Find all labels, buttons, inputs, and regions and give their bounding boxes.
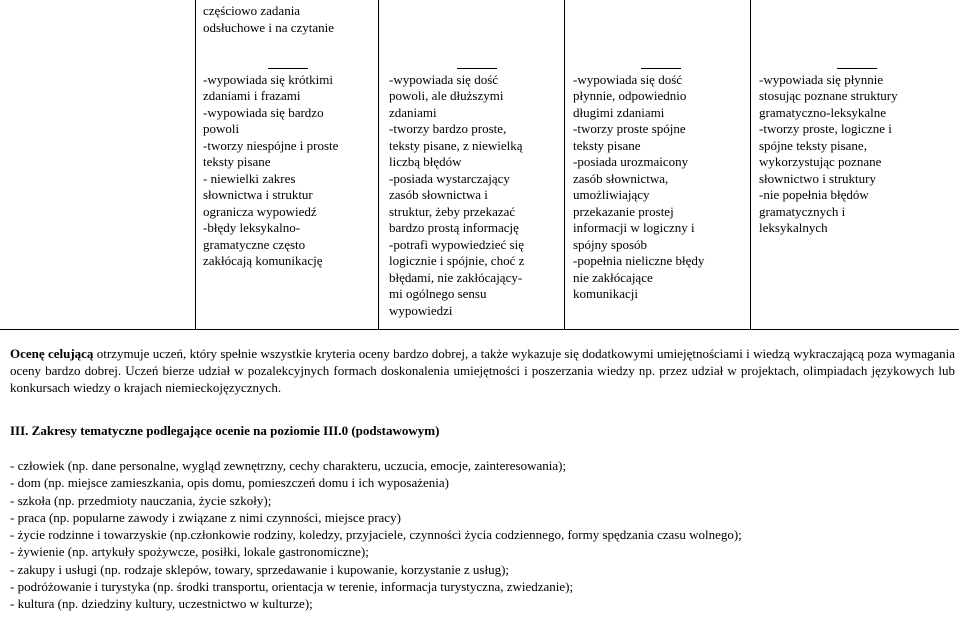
list-item: - kultura (np. dziedziny kultury, uczestnictwo w kulturze);	[10, 596, 313, 612]
table-cell-text: -wypowiada się dość płynnie, odpowiednio długimi zdaniami -tworzy proste spójne teksty pisane -posiada urozmaicony zasób słownictwa, umożliwiający przekazanie prostej informacji w logiczny i spójny sposób -popełnia nieliczne błędy nie zakłócające komunikacji	[573, 71, 705, 301]
bold-lead: Ocenę celującą	[10, 346, 94, 361]
topic-list	[10, 458, 742, 614]
grade-blank	[389, 57, 564, 72]
grade-blank	[203, 57, 373, 72]
section-heading: III. Zakresy tematyczne podlegające ocenie na poziomie III.0 (podstawowym)	[10, 423, 440, 438]
table-cell-col4	[573, 40, 748, 303]
table-cell-col3	[389, 40, 564, 319]
list-item: - żywienie (np. artykuły spożywcze, posiłki, lokale gastronomiczne);	[10, 544, 369, 560]
paragraph-text: otrzymuje uczeń, który spełnie wszystkie kryteria oceny bardzo dobrej, a także wykazuje się dodatkowymi umiejętnościami i wiedzą wykraczającą poza wymagania oceny bardzo dobrej. Uczeń bierze udział w pozalekcyjnych formach doskonalenia umiejętności i poszerzania wiedzy np. przez udział w projektach, olimpiadach językowych lub konkursach wiedzy o krajach niemieckojęzycznych.	[10, 346, 955, 395]
table-cell-col2	[203, 40, 373, 270]
table-border	[564, 0, 565, 330]
table-border	[0, 329, 959, 330]
table-border	[750, 0, 751, 330]
table-cell-col5	[759, 40, 954, 237]
table-cell-col1: częściowo zadania odsłuchowe i na czytanie	[203, 3, 335, 35]
table-cell-text: -wypowiada się dość powoli, ale dłuższymi zdaniami -tworzy bardzo proste, teksty pisane, z niewielką liczbą błędów -posiada wystarczający zasób słownictwa i struktur, żeby przekazać bardzo prostą informację -potrafi wypowiedzieć się logicznie i spójnie, choć z błędami, nie zakłócający- mi ogólnego sensu wypowiedzi	[389, 71, 525, 318]
list-item: - podróżowanie i turystyka (np. środki transportu, orientacja w terenie, informacja turystyczna, zwiedzanie);	[10, 579, 574, 595]
grade-blank	[759, 57, 954, 72]
grade-description-paragraph	[10, 345, 955, 396]
list-item: - dom (np. miejsce zamieszkania, opis domu, pomieszczeń domu i ich wyposażenia)	[10, 475, 449, 491]
list-item: - zakupy i usługi (np. rodzaje sklepów, towary, sprzedawanie i kupowanie, korzystanie z usług);	[10, 561, 510, 577]
list-item: - szkoła (np. przedmioty nauczania, życie szkoły);	[10, 492, 272, 508]
list-item: - życie rodzinne i towarzyskie (np.członkowie rodziny, koledzy, przyjaciele, czynności życia codziennego, formy spędzania czasu wolnego);	[10, 527, 742, 543]
table-border	[378, 0, 379, 330]
table-cell-text: -wypowiada się krótkimi zdaniami i frazami -wypowiada się bardzo powoli -tworzy niespójne i proste teksty pisane - niewielki zakres słownictwa i struktur ogranicza wypowiedź -błędy leksykalno- gramatyczne często zakłócają komunikację	[203, 71, 339, 268]
grade-blank	[573, 57, 748, 72]
table-border	[195, 0, 196, 330]
list-item: - człowiek (np. dane personalne, wygląd zewnętrzny, cechy charakteru, uczucia, emocje, zainteresowania);	[10, 458, 567, 473]
list-item: - praca (np. popularne zawody i związane z nimi czynności, miejsce pracy)	[10, 509, 401, 525]
table-cell-text: -wypowiada się płynnie stosując poznane struktury gramatyczno-leksykalne -tworzy proste, logiczne i spójne teksty pisane, wykorzystując poznane słownictwo i struktury -nie popełnia błędów gramatycznych i leksykalnych	[759, 71, 898, 235]
